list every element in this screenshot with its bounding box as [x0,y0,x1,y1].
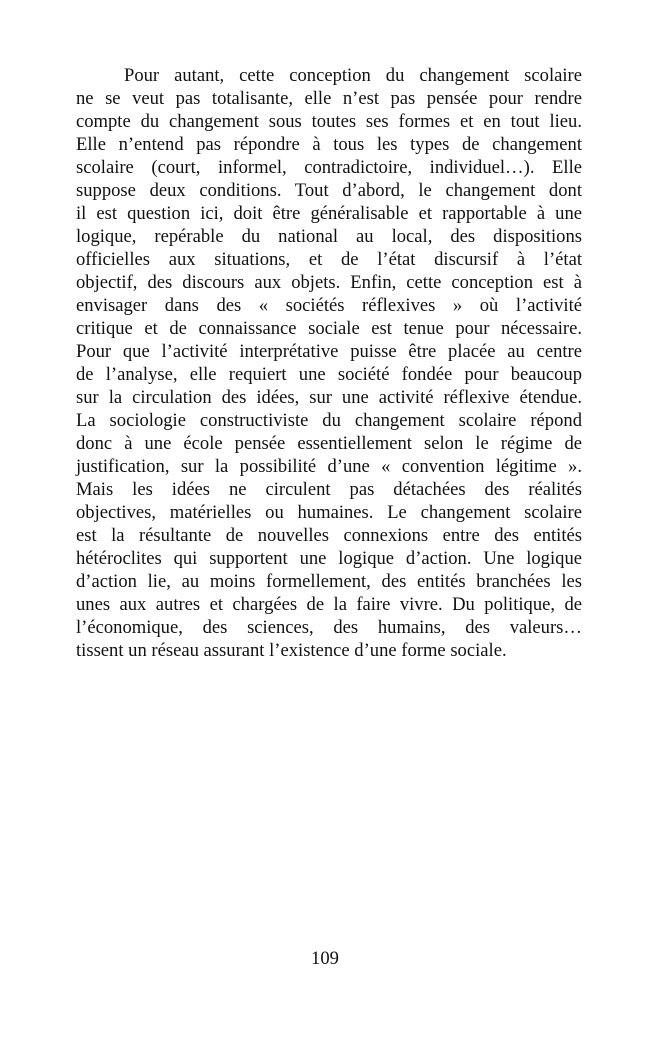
text-line: scolaire (court, informel, contradictoire, individuel…). Elle [76,157,582,178]
text-line: hétéroclites qui supportent une logique d’action. Une logique [76,548,582,569]
text-line: objectif, des discours aux objets. Enfin, cette conception est à [76,272,582,293]
text-line: Elle n’entend pas répondre à tous les types de changement [76,134,582,155]
text-line: objectives, matérielles ou humaines. Le changement scolaire [76,502,582,523]
text-line: donc à une école pensée essentiellement selon le régime de [76,433,582,454]
text-line: suppose deux conditions. Tout d’abord, le changement dont [76,180,582,201]
text-line: ne se veut pas totalisante, elle n’est pas pensée pour rendre [76,88,582,109]
text-line: d’action lie, au moins formellement, des entités branchées les [76,571,582,592]
text-line: l’économique, des sciences, des humains, des valeurs… [76,617,582,638]
text-line: logique, repérable du national au local, des dispositions [76,226,582,247]
text-line: critique et de connaissance sociale est tenue pour nécessaire. [76,318,582,339]
text-line: est la résultante de nouvelles connexions entre des entités [76,525,582,546]
page-number: 109 [311,948,339,969]
text-line: unes aux autres et chargées de la faire vivre. Du politique, de [76,594,582,615]
text-line: Mais les idées ne circulent pas détachées des réalités [76,479,582,500]
text-line: Pour que l’activité interprétative puisse être placée au centre [76,341,582,362]
text-line: de l’analyse, elle requiert une société fondée pour beaucoup [76,364,582,385]
text-line: il est question ici, doit être généralisable et rapportable à une [76,203,582,224]
text-line: tissent un réseau assurant l’existence d’une forme sociale. [76,640,507,661]
text-line: sur la circulation des idées, sur une activité réflexive étendue. [76,387,582,408]
text-line: La sociologie constructiviste du changement scolaire répond [76,410,582,431]
text-line: officielles aux situations, et de l’état discursif à l’état [76,249,582,270]
text-line: justification, sur la possibilité d’une « convention légitime ». [76,456,582,477]
text-line: envisager dans des « sociétés réflexives » où l’activité [76,295,582,316]
body-paragraph [76,64,582,662]
text-line: compte du changement sous toutes ses formes et en tout lieu. [76,111,582,132]
text-line: Pour autant, cette conception du changement scolaire [124,65,582,86]
